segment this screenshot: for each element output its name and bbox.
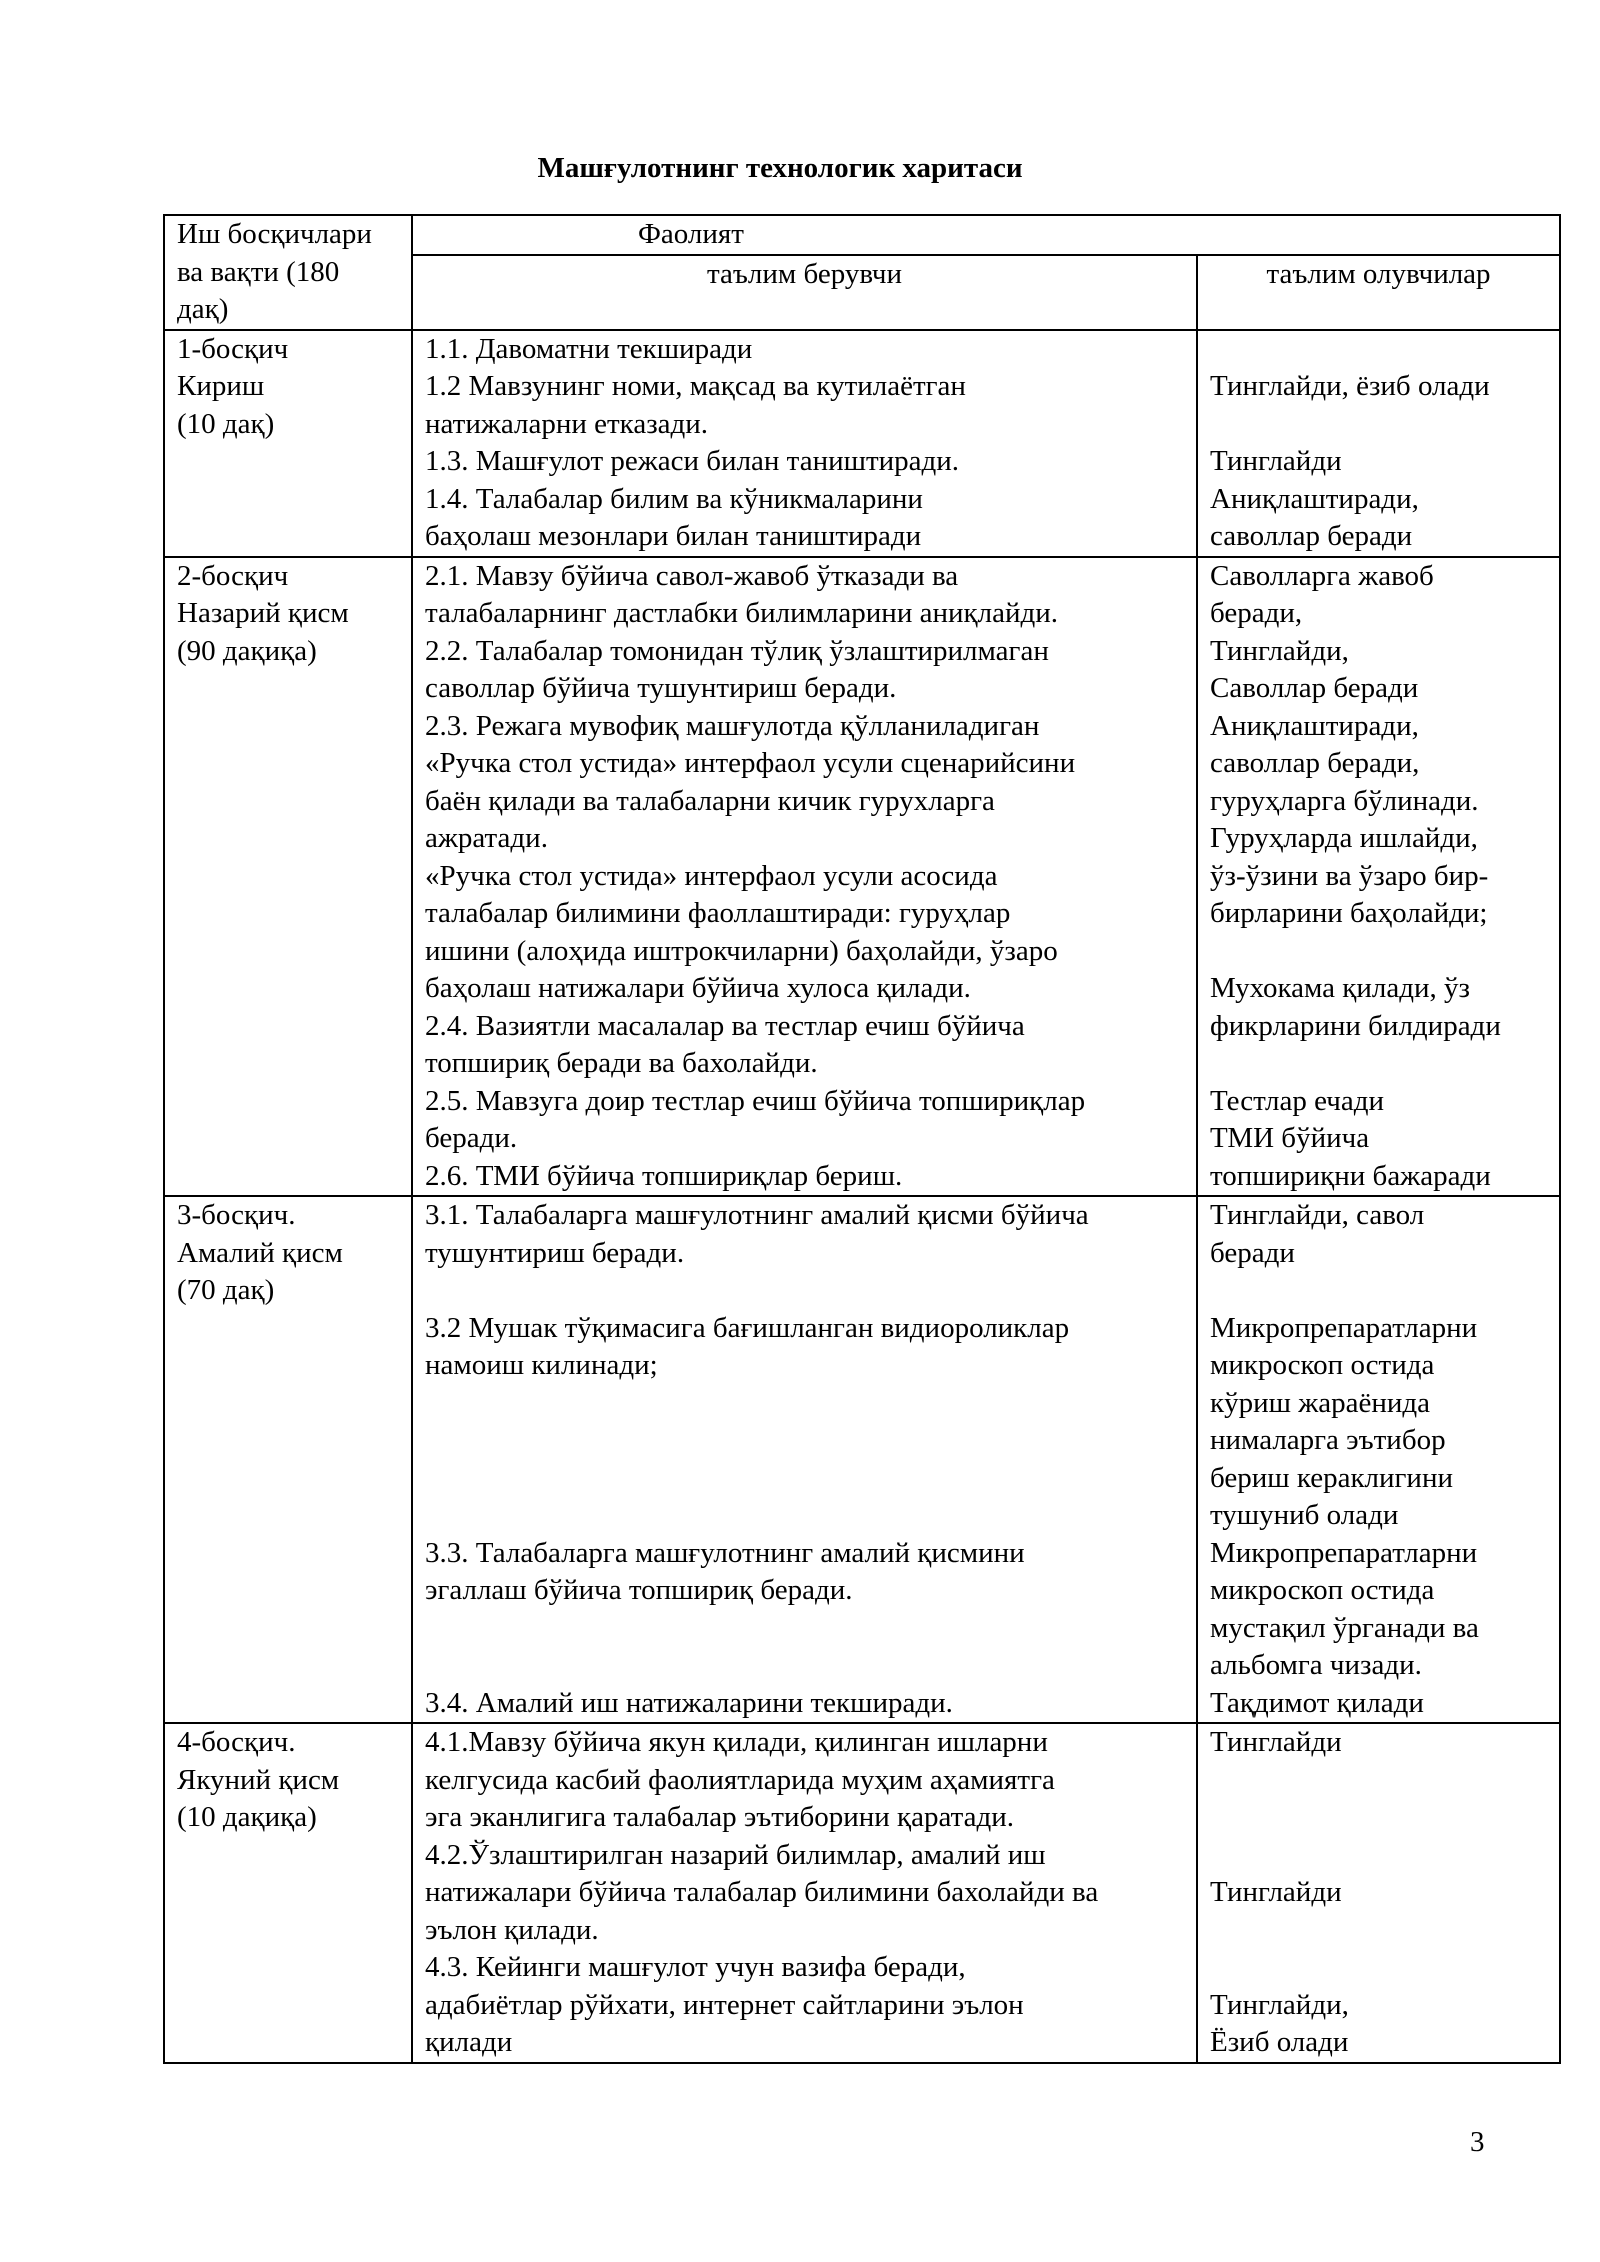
student-activity-line [1210, 1045, 1547, 1083]
student-activity-line: Тестлар ечади [1210, 1084, 1384, 1117]
students-cell [1197, 330, 1560, 557]
stage-line: 1-босқич [177, 332, 289, 365]
teacher-activity-line: 1.2 Мавзунинг номи, мақсад ва кутилаётган [425, 370, 966, 402]
teacher-activity-line: 4.2.Ўзлаштирилган назарий билимлар, амалий иш [425, 1838, 1046, 1871]
teacher-activity-line: беради. [425, 1122, 518, 1154]
teacher-activity-line: 2.5. Мавзуга доир тестлар ечиш бўйича топшириқлар [425, 1084, 1086, 1117]
teacher-activity-line [425, 1497, 1184, 1535]
teacher-activity-line: 1.1. Давоматни текширади [425, 332, 753, 365]
teacher-activity-line: намоиш килинади; [425, 1349, 658, 1381]
teacher-activity-line: натижаларни етказади. [425, 407, 709, 440]
student-activity-line: кўриш жараёнида [1210, 1386, 1431, 1419]
student-activity-line: нималарга эътибор [1210, 1424, 1446, 1456]
student-activity-line: Тақдимот қилади [1210, 1686, 1424, 1719]
teacher-cell [412, 557, 1197, 1197]
teacher-activity-line: ажратади. [425, 822, 548, 854]
teacher-activity-line: ишини (алоҳида иштрокчиларни) баҳолайди, ўзаро [425, 934, 1058, 967]
student-activity-line: Саволларга жавоб [1210, 559, 1434, 592]
student-activity-line: микроскоп остида [1210, 1574, 1435, 1606]
teacher-activity-line: 3.4. Амалий иш натижаларини текширади. [425, 1686, 953, 1719]
teacher-activity-line: эълон қилади. [425, 1913, 599, 1946]
stage-line: Амалий қисм [177, 1236, 343, 1269]
student-activity-line: бирларини баҳолайди; [1210, 897, 1488, 929]
header-stage-line: Иш босқичлари [177, 218, 372, 250]
students-cell [1197, 1196, 1560, 1723]
student-activity-line: Тинглайди, [1210, 634, 1349, 667]
teacher-activity-line: эга эканлигига талабалар эътиборини қаратади. [425, 1801, 1015, 1833]
student-activity-line: Микропрепаратларни [1210, 1311, 1478, 1344]
header-row-1 [164, 215, 1560, 255]
teacher-activity-line: саволлар бўйича тушунтириш беради. [425, 672, 897, 704]
stage-row [164, 330, 1560, 557]
teacher-cell [412, 330, 1197, 557]
teacher-activity-line: 1.3. Машғулот режаси билан таништиради. [425, 445, 960, 477]
teacher-activity-line: адабиётлар рўйхати, интернет сайтларини эълон [425, 1988, 1024, 2021]
stage-row [164, 557, 1560, 1197]
student-activity-line: беради [1210, 1236, 1295, 1269]
student-activity-line: Тинглайди, савол [1210, 1199, 1425, 1231]
teacher-activity-line: 2.2. Талабалар томонидан тўлиқ ўзлаштирилмаган [425, 634, 1049, 667]
header-students-cell: таълим олувчилар [1197, 255, 1560, 330]
student-activity-line [1210, 1837, 1547, 1875]
student-activity-line: Мухокама қилади, ўз [1210, 972, 1470, 1004]
teacher-activity-line: топшириқ беради ва бахолайди. [425, 1047, 818, 1079]
student-activity-line: Тинглайди, [1210, 1988, 1349, 2021]
teacher-activity-line [425, 1460, 1184, 1498]
student-activity-line: Аниқлаштиради, [1210, 482, 1419, 515]
teacher-activity-line: қилади [425, 2026, 513, 2058]
student-activity-line [1210, 331, 1547, 369]
header-stage-line: дақ) [177, 293, 229, 325]
student-activity-line: саволлар беради, [1210, 747, 1420, 779]
teacher-activity-line [425, 1647, 1184, 1685]
student-activity-line: ТМИ бўйича [1210, 1122, 1370, 1154]
student-activity-line [1210, 406, 1547, 444]
student-activity-line: бериш кераклигини [1210, 1461, 1453, 1494]
teacher-activity-line: 4.1.Мавзу бўйича якун қилади, қилинган ишларни [425, 1726, 1048, 1758]
student-activity-line: ўз-ўзини ва ўзаро бир- [1210, 859, 1489, 892]
title-text: Машғулотнинг технологик харитаси [537, 152, 1023, 184]
teacher-activity-line: «Ручка стол устида» интерфаол усули сценарийсини [425, 747, 1076, 779]
stage-line: Кириш [177, 370, 265, 402]
teacher-activity-line: баён қилади ва талабаларни кичик гурухларга [425, 784, 995, 817]
header-teacher-cell: таълим берувчи [412, 255, 1197, 330]
teacher-activity-line: тушунтириш беради. [425, 1236, 685, 1269]
stage-line: 4-босқич. [177, 1726, 296, 1758]
stage-cell [164, 1723, 412, 2063]
student-activity-line: мустақил ўрганади ва [1210, 1611, 1479, 1644]
header-stage-line: ва вақти (180 [177, 255, 340, 288]
student-activity-line: топшириқни бажаради [1210, 1159, 1491, 1192]
student-activity-line: Аниқлаштиради, [1210, 709, 1419, 742]
document-title [0, 152, 1600, 185]
teacher-activity-line: баҳолаш мезонлари билан таништиради [425, 520, 922, 552]
page-number: 3 [1470, 2126, 1485, 2158]
student-activity-line: Тинглайди [1210, 445, 1342, 477]
teacher-cell [412, 1196, 1197, 1723]
teacher-activity-line: талабаларнинг дастлабки билимларини аниқлайди. [425, 597, 1058, 629]
teacher-activity-line: натижалари бўйича талабалар билимини бахолайди ва [425, 1876, 1099, 1908]
teacher-activity-line [425, 1272, 1184, 1310]
teacher-activity-line: талабалар билимини фаоллаштиради: гуруҳлар [425, 897, 1011, 929]
stage-line: Якуний қисм [177, 1763, 340, 1796]
teacher-activity-line: 3.2 Мушак тўқимасига бағишланган видиороликлар [425, 1311, 1070, 1344]
teacher-activity-line: 3.3. Талабаларга машғулотнинг амалий қисмини [425, 1536, 1025, 1569]
student-activity-line [1210, 1949, 1547, 1987]
student-activity-line [1210, 933, 1547, 971]
stage-cell [164, 1196, 412, 1723]
stage-line: 2-босқич [177, 559, 289, 592]
teacher-activity-line [425, 1422, 1184, 1460]
stage-cell [164, 557, 412, 1197]
teacher-activity-line: 2.4. Вазиятли масалалар ва тестлар ечиш бўйича [425, 1009, 1025, 1042]
teacher-activity-line: эгаллаш бўйича топшириқ беради. [425, 1574, 853, 1606]
stage-line: (10 дақиқа) [177, 1801, 317, 1833]
students-cell [1197, 1723, 1560, 2063]
teacher-activity-line [425, 1610, 1184, 1648]
students-cell [1197, 557, 1560, 1197]
teacher-activity-line: баҳолаш натижалари бўйича хулоса қилади. [425, 972, 971, 1004]
student-activity-line [1210, 1762, 1547, 1800]
stage-cell [164, 330, 412, 557]
header-activity-cell: Фаолият [412, 215, 1560, 255]
stage-line: (90 дақиқа) [177, 634, 317, 667]
stage-row [164, 1196, 1560, 1723]
student-activity-line: Саволлар беради [1210, 672, 1419, 704]
student-activity-line: Тинглайди, ёзиб олади [1210, 370, 1490, 402]
student-activity-line: фикрларини билдиради [1210, 1009, 1501, 1042]
stage-line: (10 дақ) [177, 407, 275, 440]
student-activity-line: тушуниб олади [1210, 1499, 1399, 1531]
stage-line: Назарий қисм [177, 597, 349, 629]
student-activity-line [1210, 1272, 1547, 1310]
teacher-cell [412, 1723, 1197, 2063]
teacher-activity-line: келгусида касбий фаолиятларида муҳим аҳамиятга [425, 1763, 1055, 1796]
student-activity-line: Микропрепаратларни [1210, 1536, 1478, 1569]
student-activity-line: гуруҳларга бўлинади. [1210, 784, 1479, 817]
student-activity-line: альбомга чизади. [1210, 1649, 1422, 1681]
teacher-activity-line: 2.6. ТМИ бўйича топшириқлар бериш. [425, 1159, 903, 1192]
teacher-activity-line [425, 1385, 1184, 1423]
stage-line: 3-босқич. [177, 1199, 296, 1231]
technology-map-table [163, 214, 1561, 2064]
teacher-activity-line: 1.4. Талабалар билим ва кўникмаларини [425, 482, 923, 515]
teacher-activity-line: 2.3. Режага мувофиқ машғулотда қўлланиладиган [425, 709, 1040, 742]
teacher-activity-line: 3.1. Талабаларга машғулотнинг амалий қисми бўйича [425, 1199, 1089, 1231]
teacher-activity-line: 2.1. Мавзу бўйича савол-жавоб ўтказади ва [425, 559, 959, 592]
student-activity-line: микроскоп остида [1210, 1349, 1435, 1381]
teacher-activity-line: 4.3. Кейинги машғулот учун вазифа беради, [425, 1951, 966, 1983]
stage-line: (70 дақ) [177, 1274, 275, 1306]
student-activity-line: саволлар беради [1210, 520, 1413, 552]
student-activity-line [1210, 1799, 1547, 1837]
student-activity-line [1210, 1912, 1547, 1950]
header-stage-cell [164, 215, 412, 330]
student-activity-line: Гуруҳларда ишлайди, [1210, 822, 1478, 854]
student-activity-line: Ёзиб олади [1210, 2026, 1349, 2058]
stage-row [164, 1723, 1560, 2063]
student-activity-line: Тинглайди [1210, 1876, 1342, 1908]
student-activity-line: беради, [1210, 597, 1303, 629]
student-activity-line: Тинглайди [1210, 1726, 1342, 1758]
teacher-activity-line: «Ручка стол устида» интерфаол усули асосида [425, 859, 998, 892]
